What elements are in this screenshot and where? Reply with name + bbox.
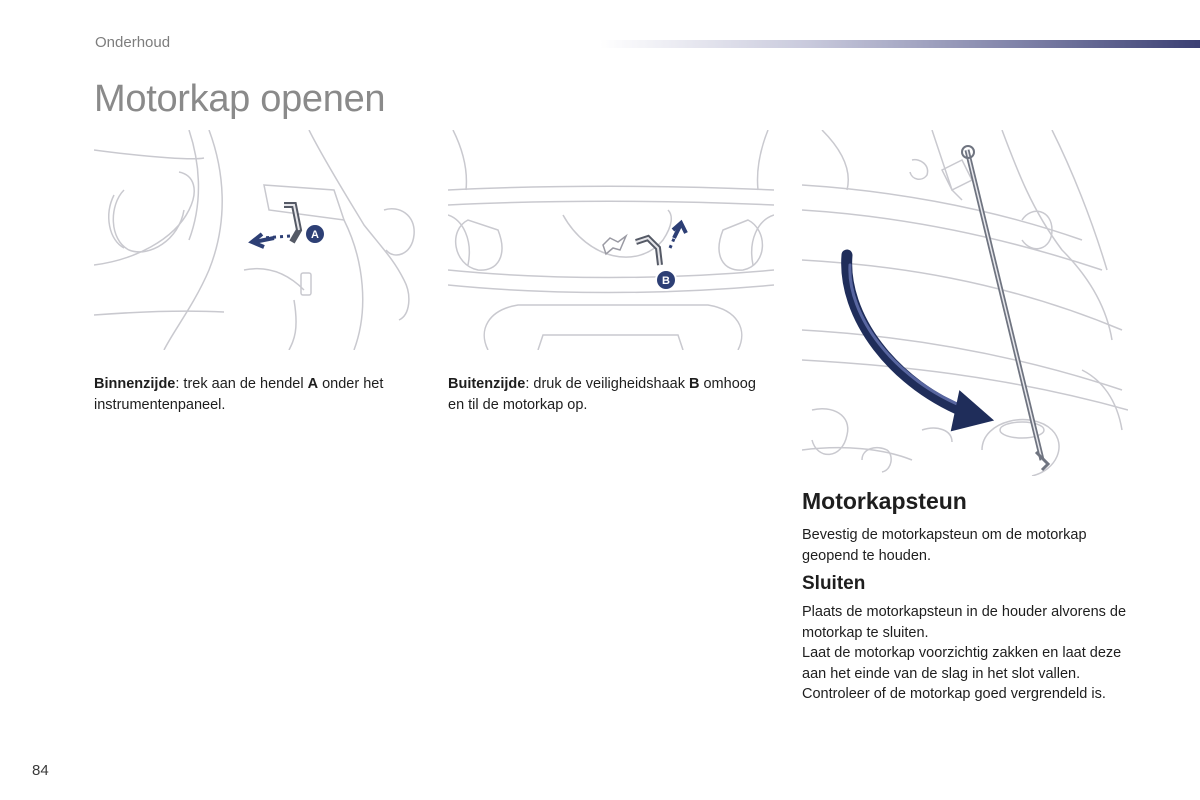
inside-label: Binnenzijde xyxy=(94,376,176,392)
section-label: Onderhoud xyxy=(95,34,171,51)
closing-text xyxy=(802,602,1132,705)
closing-text-2: Laat de motorkap voorzichtig zakken en laat deze aan het einde van de slag in het slot vallen. Controleer of de motorkap goed vergrendeld is. xyxy=(802,645,1122,702)
support-title: Motorkapsteun xyxy=(802,488,967,514)
marker-b-label: B xyxy=(662,275,670,287)
page-number: 84 xyxy=(32,762,49,779)
inside-text-1: : trek aan de hendel xyxy=(175,376,308,392)
inside-release-caption xyxy=(94,374,420,415)
page-title: Motorkap openen xyxy=(94,78,386,120)
interior-release-illustration xyxy=(94,130,420,350)
header-bar xyxy=(600,40,1200,48)
marker-a-label: A xyxy=(311,229,319,241)
inside-marker: A xyxy=(307,376,319,392)
outside-release-caption xyxy=(448,374,774,415)
outside-marker: B xyxy=(688,376,700,392)
inside-text-2: onder het instrumentenpaneel. xyxy=(94,376,384,413)
hood-support-illustration xyxy=(802,130,1128,476)
outside-text-1: : druk de veiligheidshaak xyxy=(525,376,689,392)
closing-text-1: Plaats de motorkapsteun in de houder alvorens de motorkap te sluiten. xyxy=(802,604,1127,641)
safety-catch-illustration xyxy=(448,130,774,350)
outside-label: Buitenzijde xyxy=(448,376,526,392)
outside-text-2: omhoog en til de motorkap op. xyxy=(448,376,756,413)
closing-title: Sluiten xyxy=(802,573,866,594)
support-text: Bevestig de motorkapsteun om de motorkap geopend te houden. xyxy=(802,527,1087,564)
